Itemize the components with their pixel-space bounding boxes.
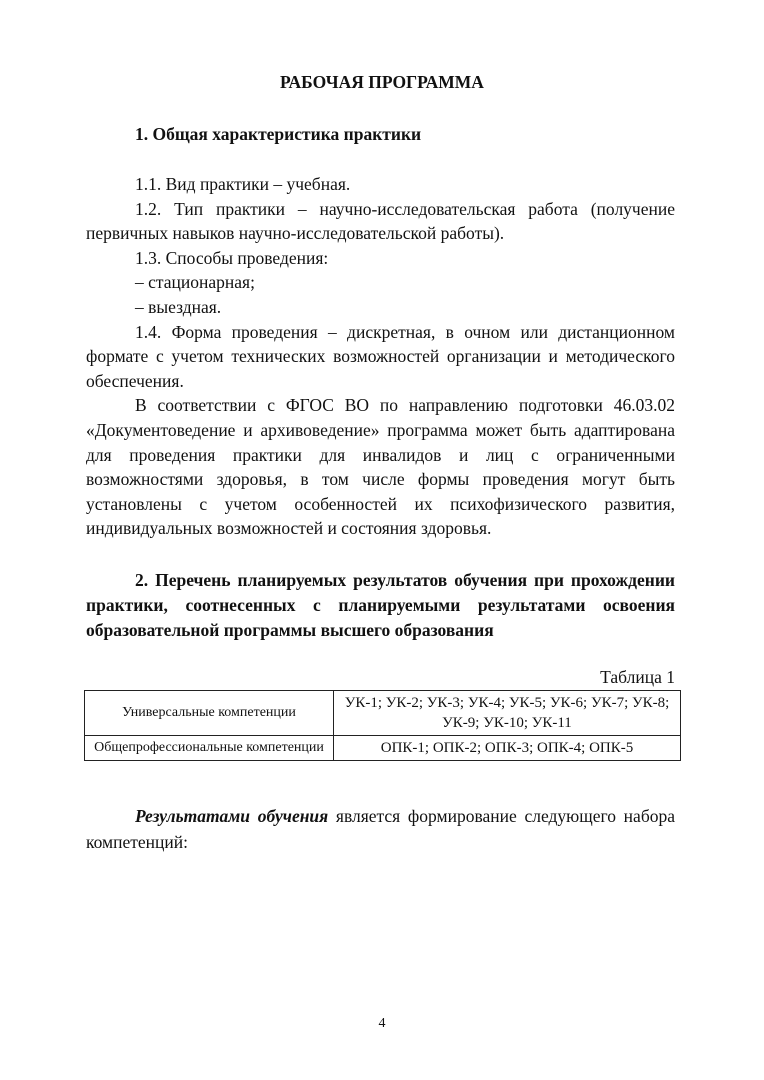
results-text: является формирование следующего набора компетенций: [86, 806, 675, 852]
results-emphasis: Результатами обучения [135, 806, 329, 826]
paragraph-1-4: 1.4. Форма проведения – дискретная, в очном или дистанционном формате с учетом технических возможностей организации и методического обеспечения. [86, 321, 675, 391]
page-title: РАБОЧАЯ ПРОГРАММА [280, 72, 484, 92]
table-cell-codes: ОПК-1; ОПК-2; ОПК-3; ОПК-4; ОПК-5 [334, 736, 681, 761]
list-item: ‒ выездная. [135, 296, 222, 317]
table-row [85, 736, 681, 761]
table-row [85, 691, 681, 736]
results-paragraph [86, 803, 675, 855]
section-2-heading: 2. Перечень планируемых результатов обучения при прохождении практики, соотнесенных с планируемыми результатами освоения образовательной программы высшего образования [86, 570, 675, 640]
paragraph-fgos: В соответствии с ФГОС ВО по направлению подготовки 46.03.02 «Документоведение и архивоведение» программа может быть адаптирована для проведения практики для инвалидов и лиц с ограниченными возможностями здоровья, в том числе формы проведения могут быть установлены с учетом особенностей их психофизического развития, индивидуальных возможностей и состояния здоровья. [86, 395, 675, 539]
table-cell-label: Общепрофессиональные компетенции [85, 736, 334, 761]
table-caption: Таблица 1 [600, 667, 675, 687]
list-item: ‒ стационарная; [135, 272, 255, 293]
section-1-heading: 1. Общая характеристика практики [135, 124, 422, 144]
paragraph-1-2: 1.2. Тип практики – научно-исследовательская работа (получение первичных навыков научно-исследовательской работы). [86, 198, 675, 244]
table-cell-label: Универсальные компетенции [85, 691, 334, 736]
page-number: 4 [378, 1016, 386, 1031]
paragraph-1-1: 1.1. Вид практики – учебная. [135, 174, 351, 194]
paragraph-1-3: 1.3. Способы проведения: [135, 247, 329, 268]
table-cell-codes: УК-1; УК-2; УК-3; УК-4; УК-5; УК-6; УК-7; УК-8; УК-9; УК-10; УК-11 [334, 691, 681, 736]
section-1-body [86, 172, 675, 541]
competencies-table [84, 690, 681, 761]
